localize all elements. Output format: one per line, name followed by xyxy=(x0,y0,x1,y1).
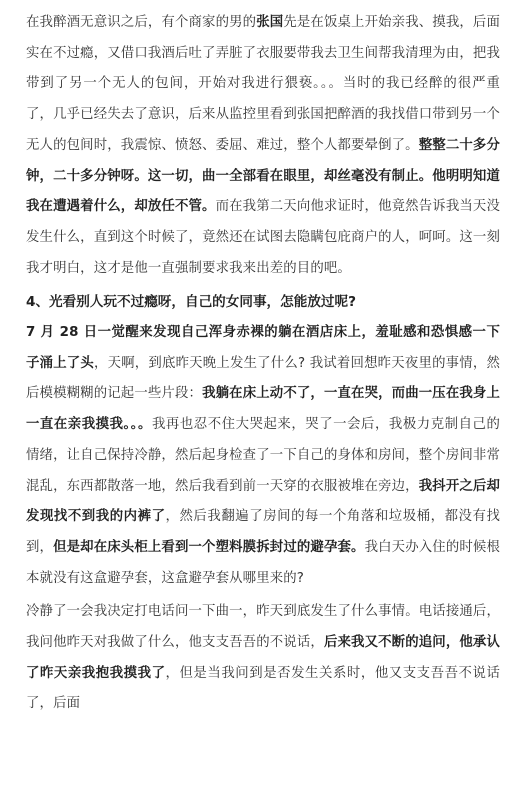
text-run: ，但是当我问到是否发生关系时，他又支支吾吾不说话了，后面 xyxy=(26,665,500,712)
bold-text-run: 7 月 28 日一觉醒来发现自己浑身赤裸的躺在酒店床上，羞耻感和恐惧感一下子涌上了头 xyxy=(26,325,500,371)
text-run: 冷静了一会我决定打电话问一下曲一，昨天到底发生了什么事情。电话接通后，我问他昨天对我做了什么，他支支吾吾的不说话， xyxy=(26,604,500,651)
text-run: 我白天办入住的时候根本就没有这盒避孕套，这盒避孕套从哪里来的? xyxy=(26,539,501,586)
article-paragraph-2 xyxy=(26,318,500,594)
text-run: 而在我第二天向他求证时，他竟然告诉我当天没发生什么，直到这个时候了，竟然还在试图去隐瞒包庇商户的人，呵呵。这一刻我才明白，这才是他一直强制要求我来出差的目的吧。 xyxy=(26,199,500,276)
text-run: ，天啊，到底昨天晚上发生了什么? 我试着回想昨天夜里的事情，然后模模糊糊的记起一些片段： xyxy=(26,355,501,402)
bold-text-run: 我抖开之后却发现找不到我的内裤了 xyxy=(26,478,500,525)
bold-text-run: 但是却在床头柜上看到一个塑料膜拆封过的避孕套。 xyxy=(53,539,365,555)
bold-text-run: 张国 xyxy=(256,15,284,30)
text-run: 我再也忍不住大哭起来，哭了一会后，我极力克制自己的情绪，让自己保持冷静，然后起身检查了一下自己的身体和房间，整个房间非常混乱，东西都散落一地，然后我看到前一天穿的衣服被堆在旁边， xyxy=(26,417,500,494)
bold-text-run: 我躺在床上动不了，一直在哭，而曲一压在我身上一直在亲我摸我。。。 xyxy=(26,386,500,433)
text-run: 在我醉酒无意识之后，有个商家的男的 xyxy=(26,15,257,30)
bold-text-run: 后来我又不断的追问，他承认了昨天亲我抱我摸我了 xyxy=(26,635,500,681)
article-paragraph-1 xyxy=(26,8,500,284)
text-run: ，然后我翻遍了房间的每一个角落和垃圾桶，都没有找到， xyxy=(26,509,500,555)
article-paragraph-3 xyxy=(26,597,500,720)
bold-text-run: 整整二十多分钟，二十多分钟呀。这一切，曲一全部看在眼里，却丝毫没有制止。他明明知道我在遭遇着什么，却放任不管。 xyxy=(26,137,500,215)
text-run: 先是在饭桌上开始亲我、摸我，后面实在不过瘾，又借口我酒后吐了弄脏了衣服要带我去卫生间帮我清理为由，把我带到了另一个无人的包间，开始对我进行猥亵。。。当时的我已经醉的很严重了，几乎已经失去了意识，后来从监控里看到张国把醉酒的我找借口带到另一个无人的包间时，我震惊、愤怒、委屈、难过，整个人都要晕倒了。 xyxy=(26,15,500,153)
section-heading: 4、光看别人玩不过瘾呀，自己的女同事，怎能放过呢? xyxy=(26,294,356,311)
